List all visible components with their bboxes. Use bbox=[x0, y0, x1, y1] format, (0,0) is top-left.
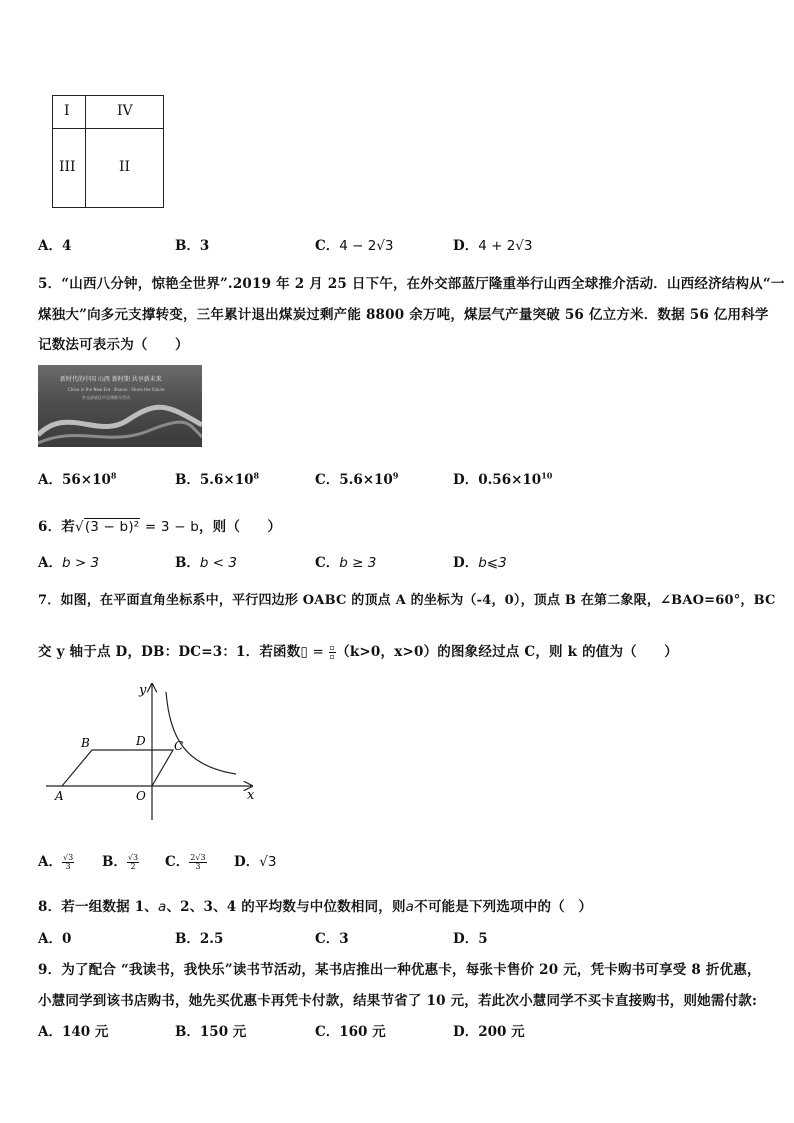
q8-option-d[interactable]: D．5 bbox=[453, 931, 488, 947]
point-d-label: D bbox=[136, 734, 146, 748]
q7-option-c[interactable]: C． $\frac{2√3}{3}$ bbox=[165, 853, 206, 871]
q9-text-line-1: 9．为了配合 “我读书，我快乐”读书节活动，某书店推出一种优惠卡，每张卡售价 20 元，凭卡购书可享受 8 折优惠， bbox=[38, 962, 761, 978]
q8-option-a[interactable]: A．0 bbox=[38, 931, 72, 947]
parallelogram-oabc bbox=[62, 750, 173, 786]
hyperbola-curve bbox=[166, 692, 236, 774]
q6-option-a[interactable]: A．b > 3 bbox=[38, 555, 100, 571]
q4-option-b[interactable]: B．3 bbox=[175, 238, 210, 254]
q9-text-line-2: 小慧同学到该书店购书，她先买优惠卡再凭卡付款，结果节省了 10 元，若此次小慧同学不买卡直接购书，则她需付款: bbox=[38, 993, 758, 1009]
q7-option-a[interactable]: A． $\frac{√3}{3}$ bbox=[38, 853, 74, 871]
q5-option-b[interactable]: B．$5.6\times 10^8$ bbox=[175, 470, 260, 488]
point-o-label: O bbox=[136, 789, 146, 803]
q4-option-c[interactable]: C．4 − 2√3 bbox=[315, 238, 394, 254]
y-axis-label: y bbox=[139, 683, 147, 698]
q5-option-c[interactable]: C．$5.6\times 10^9$ bbox=[315, 470, 399, 488]
function-formula-placeholder-icon: ▯ = bbox=[300, 644, 329, 660]
function-fraction-placeholder-icon: $\frac{▫}{▫}$ bbox=[329, 643, 336, 661]
grid-cell-4: IV bbox=[117, 103, 133, 119]
q8-text-line: 8．若一组数据 1、a、2、3、4 的平均数与中位数相同，则a不可能是下列选项中的（ ） bbox=[38, 899, 593, 915]
q7-coordinate-figure bbox=[40, 678, 270, 828]
q6-text-line: 6．若√(3 − b)² = 3 − b，则（ ） bbox=[38, 519, 282, 535]
q5-photo-title: 新时代的中国 山西 新时期 共享新未来 bbox=[60, 376, 162, 383]
q4-option-d[interactable]: D．4 + 2√3 bbox=[453, 238, 533, 254]
point-a-label: A bbox=[55, 789, 64, 803]
point-b-label: B bbox=[81, 736, 90, 750]
q8-option-b[interactable]: B．2.5 bbox=[175, 931, 224, 947]
q9-option-a[interactable]: A．140 元 bbox=[38, 1024, 109, 1040]
q5-text-line-2: 煤独大”向多元支撑转变，三年累计退出煤炭过剩产能 8800 余万吨，煤层气产量突破 56 亿立方米．数据 56 亿用科学 bbox=[38, 307, 769, 323]
q8-option-c[interactable]: C．3 bbox=[315, 931, 349, 947]
q5-option-d[interactable]: D．$0.56\times 10^{10}$ bbox=[453, 470, 553, 488]
q7-option-d[interactable]: D．√3 bbox=[234, 854, 277, 870]
q7-option-b[interactable]: B． $\frac{√3}{2}$ bbox=[102, 853, 139, 871]
q4-grid-figure bbox=[52, 95, 164, 208]
q5-option-a[interactable]: A．$56\times 10^8$ bbox=[38, 470, 117, 488]
q9-option-d[interactable]: D．200 元 bbox=[453, 1024, 525, 1040]
point-c-label: C bbox=[174, 739, 184, 753]
grid-vertical-line bbox=[85, 96, 86, 207]
q9-option-c[interactable]: C．160 元 bbox=[315, 1024, 386, 1040]
grid-cell-2: II bbox=[119, 159, 131, 175]
q7-text-line-1: 7．如图，在平面直角坐标系中，平行四边形 OABC 的顶点 A 的坐标为（-4，0），顶点 B 在第二象限，∠BAO=60°，BC bbox=[38, 593, 776, 608]
grid-cell-3: III bbox=[59, 159, 76, 175]
q6-option-c[interactable]: C．b ≥ 3 bbox=[315, 555, 377, 571]
q5-photo-subtitle: China in the New Era · Shanxi · Share the Future bbox=[68, 387, 165, 392]
q7-text-line-2: 交 y 轴于点 D，DB：DC=3：1．若函数▯ = $\frac{▫}{▫}$ （k>0，x>0）的图象经过点 C，则 k 的值为（ ） bbox=[38, 643, 678, 661]
grid-horizontal-line bbox=[53, 128, 163, 129]
q6-option-b[interactable]: B．b < 3 bbox=[175, 555, 237, 571]
q4-option-a[interactable]: A．4 bbox=[38, 238, 72, 254]
x-axis-label: x bbox=[247, 788, 255, 803]
q6-option-d[interactable]: D．b⩽3 bbox=[453, 555, 507, 571]
q9-option-b[interactable]: B．150 元 bbox=[175, 1024, 247, 1040]
q5-text-line-1: 5．“山西八分钟，惊艳全世界”.2019 年 2 月 25 日下午，在外交部蓝厅隆重举行山西全球推介活动．山西经济结构从“一 bbox=[38, 276, 785, 292]
grid-cell-1: I bbox=[64, 103, 70, 119]
q5-photo-caption: 外交部省区市全球推介活动 bbox=[82, 395, 130, 400]
q5-text-line-3: 记数法可表示为（ ） bbox=[38, 337, 189, 353]
q5-photo bbox=[38, 365, 202, 447]
